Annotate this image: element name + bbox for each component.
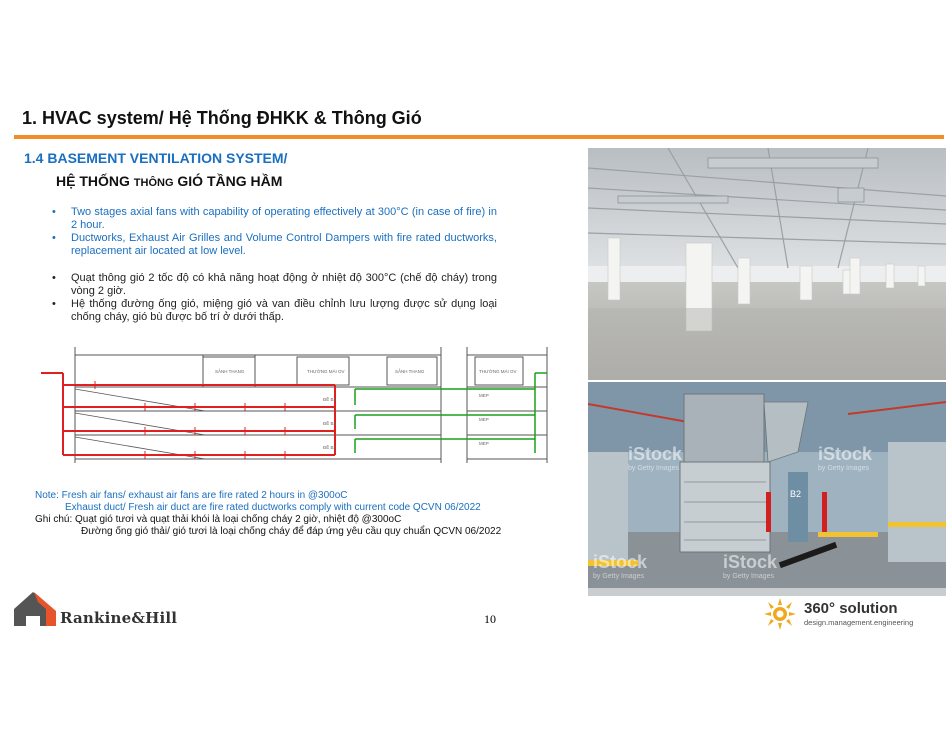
bullet-item: • Two stages axial fans with capability of operating effectively at 300°C (in case of fire) in 2 hour. bbox=[52, 206, 497, 232]
svg-text:iStock: iStock bbox=[818, 444, 873, 464]
note-en-line-1: Note: Fresh air fans/ exhaust air fans are fire rated 2 hours in @300oC bbox=[35, 490, 348, 501]
section-title-vn: HỆ THỐNG THÔNG GIÓ TẦNG HẦM bbox=[56, 173, 283, 189]
svg-text:ĐỀ B3: ĐỀ B3 bbox=[323, 445, 337, 450]
note-en-line-2: Exhaust duct/ Fresh air duct are fire rated ductworks comply with current code QCVN 06/2022 bbox=[65, 502, 481, 513]
bullet-item: • Quạt thông gió 2 tốc độ có khả năng hoạt động ở nhiệt độ 300°C (chế độ cháy) trong vòng 2 giờ. bbox=[52, 272, 497, 298]
svg-text:by Getty Images: by Getty Images bbox=[818, 465, 869, 472]
basement-photo-empty bbox=[588, 148, 946, 380]
slide-title: 1. HVAC system/ Hệ Thống ĐHKK & Thông Gió bbox=[22, 108, 422, 128]
ventilation-section-diagram bbox=[35, 345, 555, 465]
bullet-list-vn bbox=[52, 272, 497, 324]
360-solution-logo bbox=[760, 598, 946, 630]
svg-text:THƯỜNG MÁI OV: THƯỜNG MÁI OV bbox=[479, 369, 517, 374]
left-logo-text: Rankine&Hill bbox=[60, 609, 178, 627]
svg-text:ĐỀ B1: ĐỀ B1 bbox=[323, 397, 337, 402]
svg-text:by Getty Images: by Getty Images bbox=[593, 573, 644, 580]
svg-text:MEP: MEP bbox=[479, 417, 489, 422]
svg-text:by Getty Images: by Getty Images bbox=[723, 573, 774, 580]
svg-text:SẢNH THANG: SẢNH THANG bbox=[215, 369, 245, 374]
note-vn-line-1: Ghi chú: Quạt gió tươi và quạt thải khói là loại chống cháy 2 giờ, nhiệt độ @300oC bbox=[35, 514, 402, 525]
svg-text:MEP: MEP bbox=[479, 393, 489, 398]
svg-text:MEP: MEP bbox=[479, 441, 489, 446]
rankine-hill-logo bbox=[14, 592, 194, 628]
svg-text:iStock: iStock bbox=[628, 444, 683, 464]
note-vn-line-2: Đường ống gió thải/ gió tươi là loại chống cháy để đáp ứng yêu cầu quy chuẩn QCVN 06/2022 bbox=[81, 526, 502, 537]
right-logo-tagline: design.management.engineering bbox=[804, 618, 914, 627]
car-park-ahu-photo bbox=[588, 382, 946, 596]
bullet-list-en bbox=[52, 206, 497, 258]
svg-text:iStock: iStock bbox=[593, 552, 648, 572]
sun-icon bbox=[762, 598, 798, 630]
svg-text:SẢNH THANG: SẢNH THANG bbox=[395, 369, 425, 374]
bullet-item: • Hệ thống đường ống gió, miệng gió và van điều chỉnh lưu lượng được sử dụng loại chống cháy, gió bù được bố trí ở dưới thấp. bbox=[52, 298, 497, 324]
notes-block bbox=[35, 490, 501, 538]
svg-text:by Getty Images: by Getty Images bbox=[628, 465, 679, 472]
svg-text:ĐỀ B2: ĐỀ B2 bbox=[323, 421, 337, 426]
house-icon bbox=[14, 592, 58, 626]
section-title-en: 1.4 BASEMENT VENTILATION SYSTEM/ bbox=[24, 150, 288, 166]
page-number: 10 bbox=[484, 612, 496, 626]
title-divider bbox=[14, 135, 944, 139]
svg-text:B2: B2 bbox=[790, 489, 802, 499]
bullet-item: • Ductworks, Exhaust Air Grilles and Volume Control Dampers with fire rated ductworks, replacement air located at low level. bbox=[52, 232, 497, 258]
right-logo-brand: 360° solution bbox=[804, 600, 898, 617]
svg-text:iStock: iStock bbox=[723, 552, 778, 572]
svg-text:THƯỜNG MÁI OV: THƯỜNG MÁI OV bbox=[307, 369, 345, 374]
